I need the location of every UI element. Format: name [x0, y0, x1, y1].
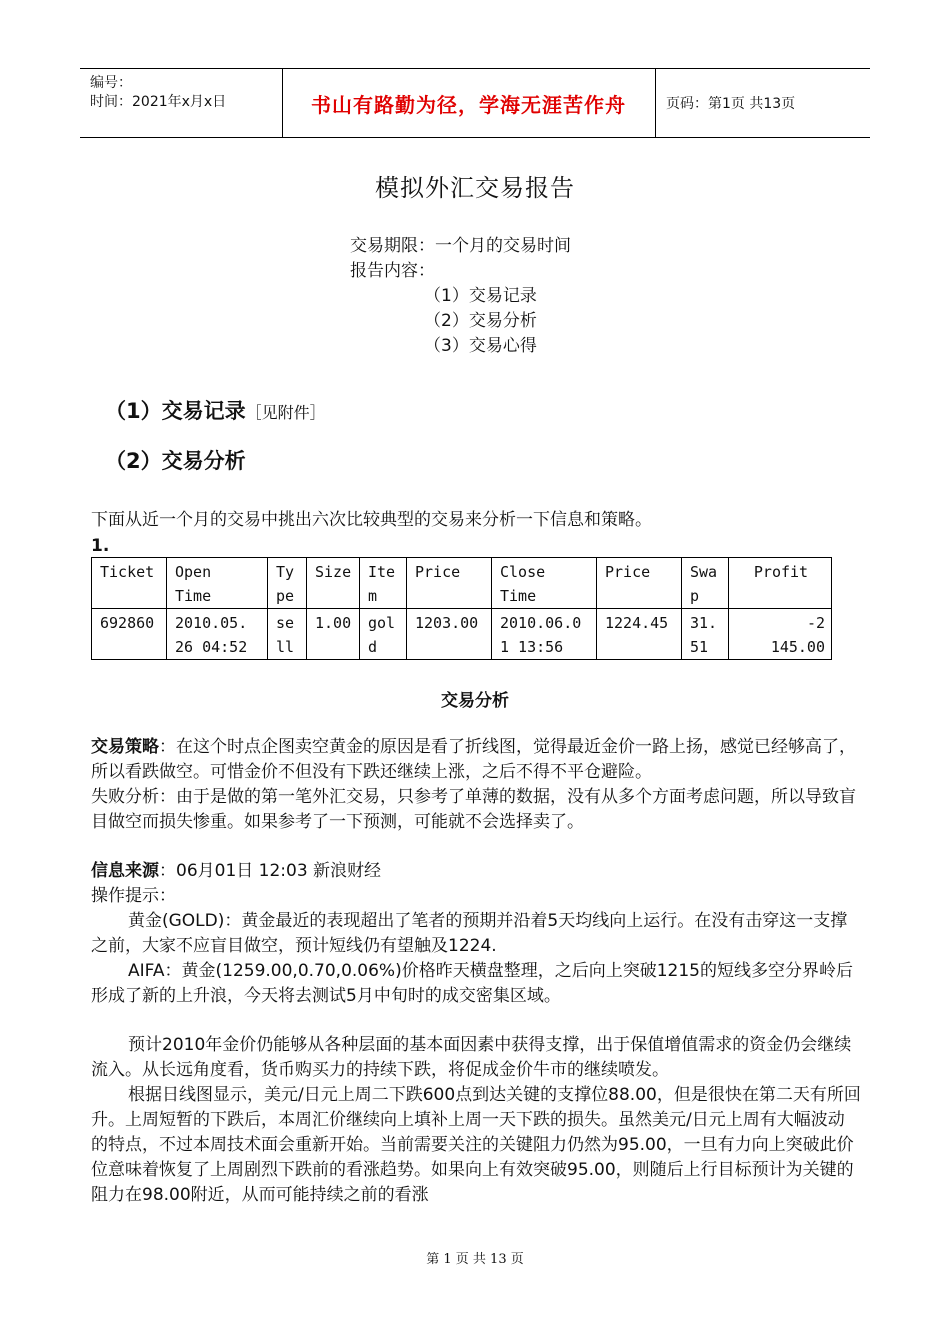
cell-profit: -2 145.00	[729, 609, 832, 660]
header-cell-item: Ite m	[360, 558, 407, 609]
failure-analysis-paragraph: 失败分析：由于是做的第一笔外汇交易，只参考了单薄的数据，没有从多个方面考虑问题，所以导致盲目做空而损失惨重。如果参考了一下预测，可能就不会选择卖了。	[91, 787, 856, 832]
report-content-label: 报告内容：	[350, 261, 435, 281]
tips-paragraph-gold: 黄金(GOLD)：黄金最近的表现超出了笔者的预期并沿着5天均线向上运行。在没有击穿这一支撑之前，大家不应盲目做空，预计短线仍有望触及1224.	[91, 911, 848, 956]
info-block	[91, 859, 861, 1009]
header-cell-size: Size	[307, 558, 360, 609]
report-content-item-3: （3）交易心得	[424, 336, 537, 356]
document-number-label: 编号：	[90, 75, 132, 91]
strategy-paragraph	[91, 735, 861, 785]
lead-paragraph: 下面从近一个月的交易中挑出六次比较典型的交易来分析一下信息和策略。	[91, 510, 652, 530]
header-cell-open-time: Open Time	[167, 558, 268, 609]
header-cell-close-price: Price	[597, 558, 682, 609]
section-heading-trade-analysis: （2）交易分析	[105, 449, 246, 473]
header-cell-open-price: Price	[407, 558, 492, 609]
cell-item: gol d	[360, 609, 407, 660]
section-heading-trade-record	[105, 395, 326, 425]
header-cell-close-time: Close Time	[492, 558, 597, 609]
trade-table	[91, 557, 832, 660]
info-source-paragraph	[91, 859, 861, 884]
strategy-block	[91, 735, 861, 835]
info-source-text: ：06月01日 12:03 新浪财经	[159, 861, 382, 881]
analysis-subtitle: 交易分析	[441, 691, 509, 711]
header-cell-swap: Swa p	[682, 558, 729, 609]
outlook-block	[91, 1033, 861, 1208]
header-motto-cell	[282, 69, 656, 137]
item-number: 1.	[91, 536, 110, 556]
cell-ticket: 692860	[92, 609, 167, 660]
cell-open-time: 2010.05. 26 04:52	[167, 609, 268, 660]
strategy-text: ：在这个时点企图卖空黄金的原因是看了折线图，觉得最近金价一路上扬，感觉已经够高了，所以看跌做空。可惜金价不但没有下跌还继续上涨，之后不得不平仓避险。	[91, 737, 856, 782]
info-source-label: 信息来源	[91, 861, 159, 881]
header-cell-ticket: Ticket	[92, 558, 167, 609]
cell-open-price: 1203.00	[407, 609, 492, 660]
page-header	[80, 68, 870, 138]
cell-type: se ll	[268, 609, 307, 660]
usdjpy-paragraph: 根据日线图显示，美元/日元上周二下跌600点到达关键的支撑位88.00，但是很快在第二天有所回升。上周短暂的下跌后，本周汇价继续向上填补上周一天下跌的损失。虽然美元/日元上周有大幅波动的特点，不过本周技术面会重新开始。当前需要关注的关键阻力仍然为95.00，一旦有力向上突破此价位意味着恢复了上周剧烈下跌前的看涨趋势。如果向上有效突破95.00，则随后上行目标预计为关键的阻力在98.00附近，从而可能持续之前的看涨	[91, 1085, 861, 1205]
trade-period: 交易期限：一个月的交易时间	[350, 236, 571, 256]
header-meta-cell	[80, 69, 283, 137]
report-content-item-1: （1）交易记录	[424, 286, 537, 306]
report-content-item-2: （2）交易分析	[424, 311, 537, 331]
cell-close-time: 2010.06.0 1 13:56	[492, 609, 597, 660]
header-cell-profit: Profit	[729, 558, 832, 609]
header-page-cell	[656, 69, 870, 137]
cell-size: 1.00	[307, 609, 360, 660]
tips-label: 操作提示：	[91, 886, 176, 906]
cell-close-price: 1224.45	[597, 609, 682, 660]
strategy-label: 交易策略	[91, 737, 159, 757]
table-row	[92, 609, 832, 660]
cell-swap: 31. 51	[682, 609, 729, 660]
attachment-note: ［见附件］	[245, 403, 326, 422]
header-cell-type: Ty pe	[268, 558, 307, 609]
table-header-row	[92, 558, 832, 609]
document-time-label: 时间：2021年x月x日	[90, 94, 227, 110]
outlook-paragraph: 预计2010年金价仍能够从各种层面的基本面因素中获得支撑，出于保值增值需求的资金仍会继续流入。从长远角度看，货币购买力的持续下跌，将促成金价牛市的继续喷发。	[91, 1035, 852, 1080]
tips-paragraph-aifa: AIFA：黄金(1259.00,0.70,0.06%)价格昨天横盘整理，之后向上突破1215的短线多空分界岭后形成了新的上升浪，今天将去测试5月中旬时的成交密集区域。	[91, 961, 853, 1006]
header-page-number: 页码：第1页 共13页	[666, 96, 796, 112]
page-footer: 第 1 页 共 13 页	[426, 1252, 524, 1267]
section-title-trade-record: （1）交易记录	[105, 399, 246, 423]
page-title: 模拟外汇交易报告	[375, 174, 575, 202]
header-motto: 书山有路勤为径，学海无涯苦作舟	[311, 92, 626, 117]
